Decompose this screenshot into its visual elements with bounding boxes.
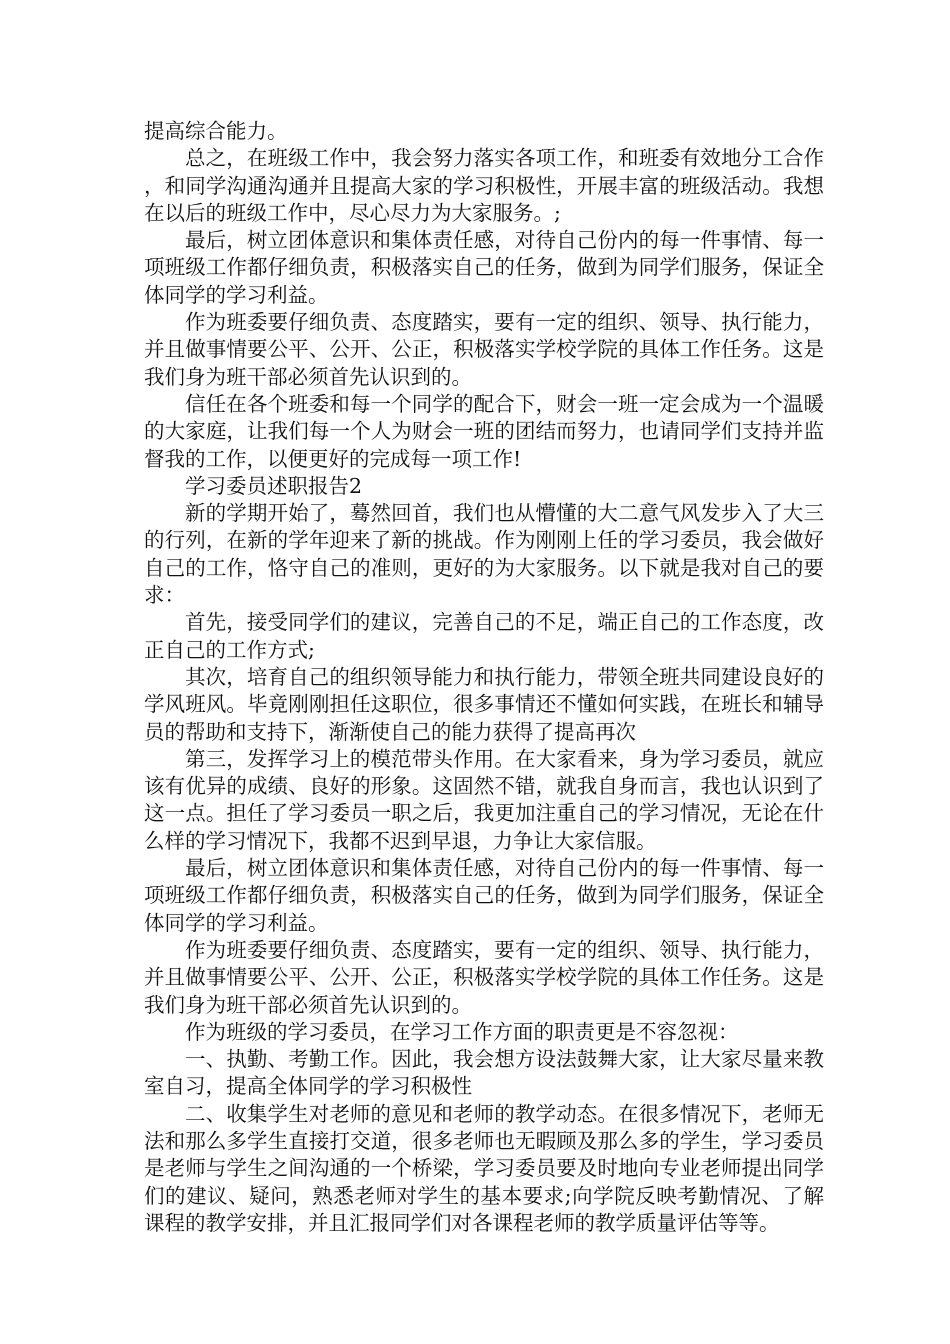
paragraph-10: 第三，发挥学习上的模范带头作用。在大家看来，身为学习委员，就应该有优异的成绩、良好的形象。这固然不错，就我自身而言，我也认识到了这一点。担任了学习委员一职之后，我更加注重自己的学习情况，无论在什么样的学习情况下，我都不迟到早退，力争让大家信服。 [144, 746, 824, 853]
document-body [144, 118, 824, 1237]
paragraph-13: 作为班级的学习委员，在学习工作方面的职责更是不容忽视： [185, 1019, 739, 1044]
section-heading: 学习委员述职报告2 [185, 473, 363, 498]
paragraph-14: 一、执勤、考勤工作。因此，我会想方设法鼓舞大家，让大家尽量来教室自习，提高全体同学的学习积极性 [144, 1047, 824, 1099]
paragraph-8: 首先，接受同学们的建议，完善自己的不足，端正自己的工作态度，改正自己的工作方式; [144, 610, 824, 662]
paragraph-12: 作为班委要仔细负责、态度踏实，要有一定的组织、领导、执行能力，并且做事情要公平、公开、公正，积极落实学校学院的具体工作任务。这是我们身为班干部必须首先认识到的。 [144, 937, 824, 1017]
paragraph-4: 作为班委要仔细负责、态度踏实，要有一定的组织、领导、执行能力，并且做事情要公平、公开、公正，积极落实学校学院的具体工作任务。这是我们身为班干部必须首先认识到的。 [144, 310, 824, 389]
paragraph-5: 信任在各个班委和每一个同学的配合下，财会一班一定会成为一个温暖的大家庭，让我们每一个人为财会一班的团结而努力，也请同学们支持并监督我的工作，以便更好的完成每一项工作! [144, 391, 824, 471]
paragraph-1: 提高综合能力。 [144, 119, 288, 143]
paragraph-7: 新的学期开始了，蓦然回首，我们也从懵懂的大二意气风发步入了大三的行列，在新的学年迎来了新的挑战。作为刚刚上任的学习委员，我会做好自己的工作，恪守自己的准则，更好的为大家服务。以下就是我对自己的要求： [144, 501, 824, 608]
paragraph-15: 二、收集学生对老师的意见和老师的教学动态。在很多情况下，老师无法和那么多学生直接打交道，很多老师也无暇顾及那么多的学生，学习委员是老师与学生之间沟通的一个桥梁，学习委员要及时地向专业老师提出同学们的建议、疑问，熟悉老师对学生的基本要求;向学院反映考勤情况、了解课程的教学安排，并且汇报同学们对各课程老师的教学质量评估等等。 [144, 1101, 824, 1235]
paragraph-11: 最后，树立团体意识和集体责任感，对待自己份内的每一件事情、每一项班级工作都仔细负责，积极落实自己的任务，做到为同学们服务，保证全体同学的学习利益。 [144, 856, 824, 935]
paragraph-2: 总之，在班级工作中，我会努力落实各项工作，和班委有效地分工合作，和同学沟通沟通并且提高大家的学习积极性，开展丰富的班级活动。我想在以后的班级工作中，尽心尽力为大家服务。; [144, 146, 824, 225]
paragraph-3: 最后，树立团体意识和集体责任感，对待自己份内的每一件事情、每一项班级工作都仔细负责，积极落实自己的任务，做到为同学们服务，保证全体同学的学习利益。 [144, 228, 824, 307]
paragraph-9: 其次，培育自己的组织领导能力和执行能力，带领全班共同建设良好的学风班风。毕竟刚刚担任这职位，很多事情还不懂如何实践，在班长和辅导员的帮助和支持下，渐渐使自己的能力获得了提高再次 [144, 664, 824, 744]
